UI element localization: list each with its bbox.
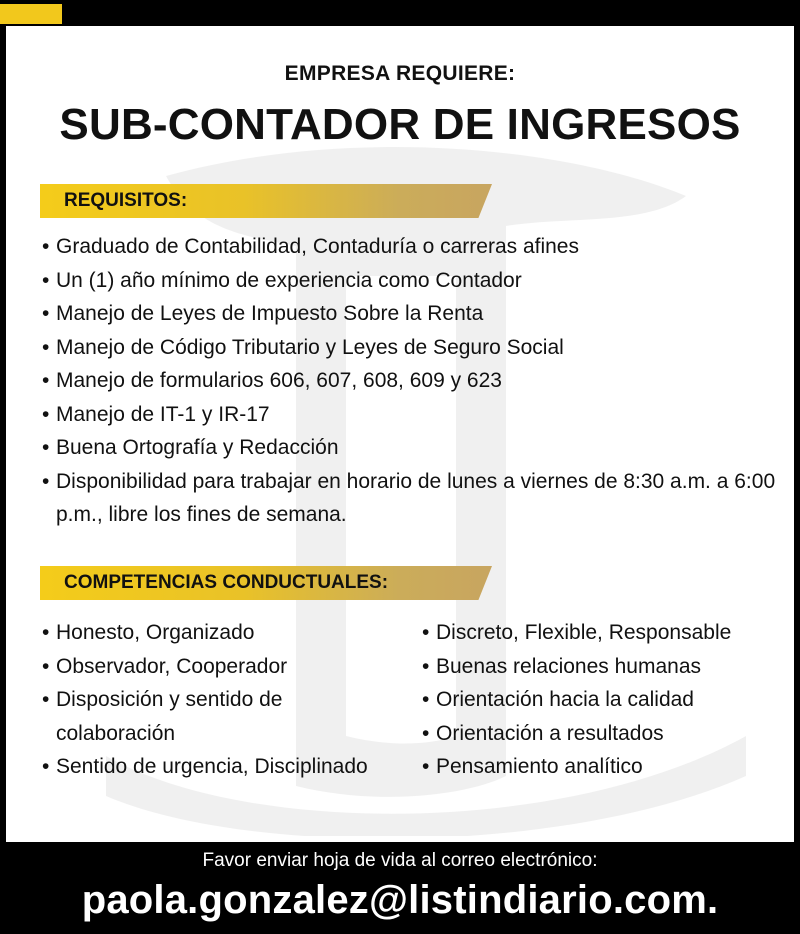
bullet-icon: • [42,621,50,644]
list-item-text: Buena Ortografía y Redacción [56,436,339,459]
list-item [42,297,782,331]
requisitos-list [42,230,782,532]
list-item-text: Orientación hacia la calidad [436,688,694,711]
list-item [422,750,792,784]
list-item-text: Manejo de Leyes de Impuesto Sobre la Renta [56,302,484,325]
list-item-text: Disponibilidad para trabajar en horario de lunes a viernes de 8:30 a.m. a 6:00 p.m., libre los fines de semana. [56,469,776,526]
list-item [422,683,792,717]
list-item [42,431,782,465]
list-item-text: Orientación a resultados [436,721,664,745]
list-item-text: Manejo de formularios 606, 607, 608, 609 y 623 [56,369,502,392]
bullet-icon: • [42,654,50,678]
list-item [42,364,782,398]
bullet-icon: • [42,755,50,778]
competencias-heading: COMPETENCIAS CONDUCTUALES: [64,572,389,593]
list-item [42,465,782,532]
contact-footer [0,842,800,934]
bullet-icon: • [42,335,50,359]
competencias-heading-bar [40,566,492,600]
list-item [42,398,782,432]
bullet-icon: • [422,755,430,778]
bullet-icon: • [422,721,430,745]
bullet-icon: • [42,302,50,325]
bullet-icon: • [422,654,430,678]
top-bar [0,0,800,26]
contact-instruction: Favor enviar hoja de vida al correo electrónico: [202,850,598,871]
list-item [42,650,402,684]
list-item-text: Discreto, Flexible, Responsable [436,621,732,644]
competencias-left-list [42,616,402,784]
list-item-text: Observador, Cooperador [56,654,288,678]
list-item-text: Disposición y sentido de colaboración [56,688,283,745]
list-item-text: Manejo de Código Tributario y Leyes de Seguro Social [56,335,564,359]
bullet-icon: • [42,688,50,711]
list-item-text: Manejo de IT-1 y IR-17 [56,402,270,426]
list-item-text: Graduado de Contabilidad, Contaduría o carreras afines [56,235,579,258]
list-item [42,264,782,298]
list-item [42,331,782,365]
requisitos-heading: REQUISITOS: [64,190,188,211]
job-title: SUB-CONTADOR DE INGRESOS [59,100,741,149]
bullet-icon: • [42,436,50,459]
list-item [42,230,782,264]
bullet-icon: • [422,688,430,711]
bullet-icon: • [42,469,50,493]
job-ad-card [6,26,794,842]
list-item [422,650,792,684]
list-item [42,616,402,650]
list-item [42,750,402,784]
requisitos-heading-bar [40,184,492,218]
kicker-text: EMPRESA REQUIERE: [284,62,516,85]
bullet-icon: • [42,369,50,392]
list-item [422,616,792,650]
list-item-text: Sentido de urgencia, Disciplinado [56,755,368,778]
bullet-icon: • [42,268,50,292]
contact-email[interactable]: paola.gonzalez@listindiario.com. [81,878,719,922]
bullet-icon: • [42,235,50,258]
bullet-icon: • [422,621,430,644]
list-item [422,717,792,751]
list-item-text: Buenas relaciones humanas [436,654,702,678]
list-item-text: Pensamiento analítico [436,755,643,778]
list-item [42,683,402,750]
competencias-right-list [422,616,792,784]
bullet-icon: • [42,402,50,426]
list-item-text: Honesto, Organizado [56,621,255,644]
top-accent-tab [0,4,62,24]
list-item-text: Un (1) año mínimo de experiencia como Contador [56,268,522,292]
